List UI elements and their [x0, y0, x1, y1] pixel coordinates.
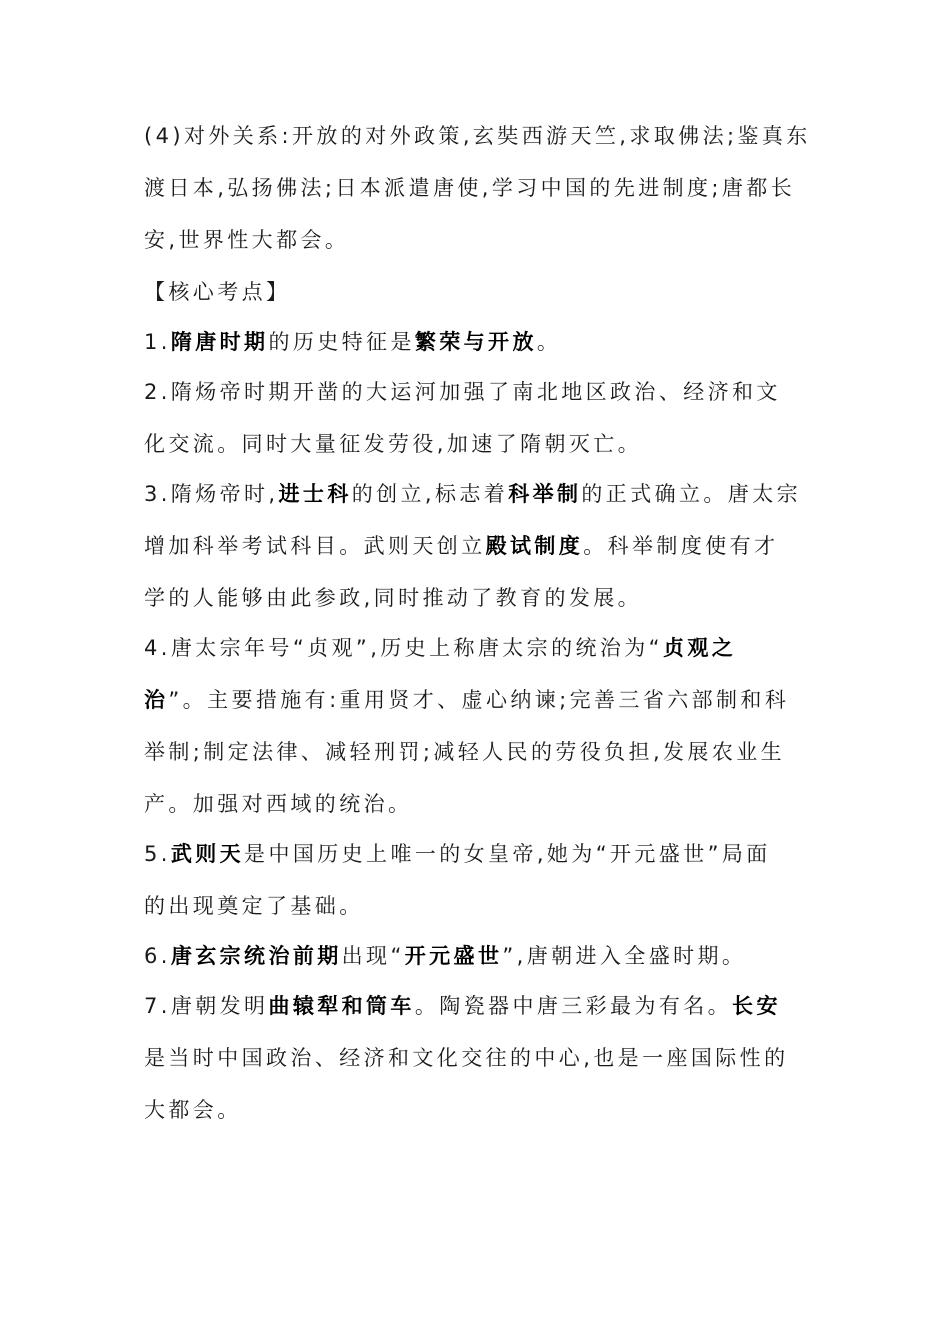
bold-term: 贞观之: [662, 636, 737, 660]
paragraph-line: (4)对外关系:开放的对外政策,玄奘西游天竺,求取佛法;鉴真东: [144, 124, 811, 148]
key-point-3: 3.隋炀帝时,进士科的创立,标志着科举制的正式确立。唐太宗: [144, 482, 802, 506]
key-point-2-cont: 化交流。同时大量征发劳役,加速了隋朝灭亡。: [144, 432, 643, 456]
paragraph-line: 安,世界性大都会。: [144, 228, 350, 252]
key-point-1: 1.隋唐时期的历史特征是繁荣与开放。: [144, 330, 562, 354]
key-point-5: 5.武则天是中国历史上唯一的女皇帝,她为“开元盛世”局面: [144, 842, 771, 866]
bold-term: 科举制: [508, 482, 582, 506]
section-heading: 【核心考点】: [144, 280, 291, 304]
key-point-5-cont: 的出现奠定了基础。: [144, 894, 364, 918]
bold-term: 曲辕犁和筒车: [268, 994, 415, 1018]
bold-term: 治: [144, 688, 169, 712]
key-point-4-cont: 举制;制定法律、减轻刑罚;减轻人民的劳役负担,发展农业生: [144, 740, 786, 764]
bold-term: 开元盛世: [404, 944, 503, 968]
key-point-3-cont: 学的人能够由此参政,同时推动了教育的发展。: [144, 586, 643, 610]
bold-term: 长安: [732, 994, 781, 1018]
bold-term: 进士科: [278, 482, 352, 506]
key-point-4-cont: 治”。主要措施有:重用贤才、虚心纳谏;完善三省六部制和科: [144, 688, 790, 712]
key-point-2: 2.隋炀帝时期开凿的大运河加强了南北地区政治、经济和文: [144, 380, 781, 404]
document-body: [144, 124, 809, 1150]
bold-term: 武则天: [170, 842, 245, 866]
key-point-6: 6.唐玄宗统治前期出现“开元盛世”,唐朝进入全盛时期。: [144, 944, 747, 968]
key-point-7: 7.唐朝发明曲辕犁和筒车。陶瓷器中唐三彩最为有名。长安: [144, 994, 781, 1018]
key-point-4: 4.唐太宗年号“贞观”,历史上称唐太宗的统治为“贞观之: [144, 636, 737, 660]
bold-term: 殿试制度: [485, 534, 584, 558]
paragraph-line: 渡日本,弘扬佛法;日本派遣唐使,学习中国的先进制度;唐都长: [144, 176, 796, 200]
key-point-7-cont: 是当时中国政治、经济和文化交往的中心,也是一座国际性的: [144, 1046, 789, 1070]
bold-term: 繁荣与开放: [414, 330, 537, 354]
bold-term: 隋唐时期: [170, 330, 269, 354]
bold-term: 唐玄宗统治前期: [170, 944, 342, 968]
key-point-7-cont: 大都会。: [144, 1098, 242, 1122]
key-point-3-cont: 增加科举考试科目。武则天创立殿试制度。科举制度使有才: [144, 534, 779, 558]
key-point-4-cont: 产。加强对西域的统治。: [144, 792, 413, 816]
